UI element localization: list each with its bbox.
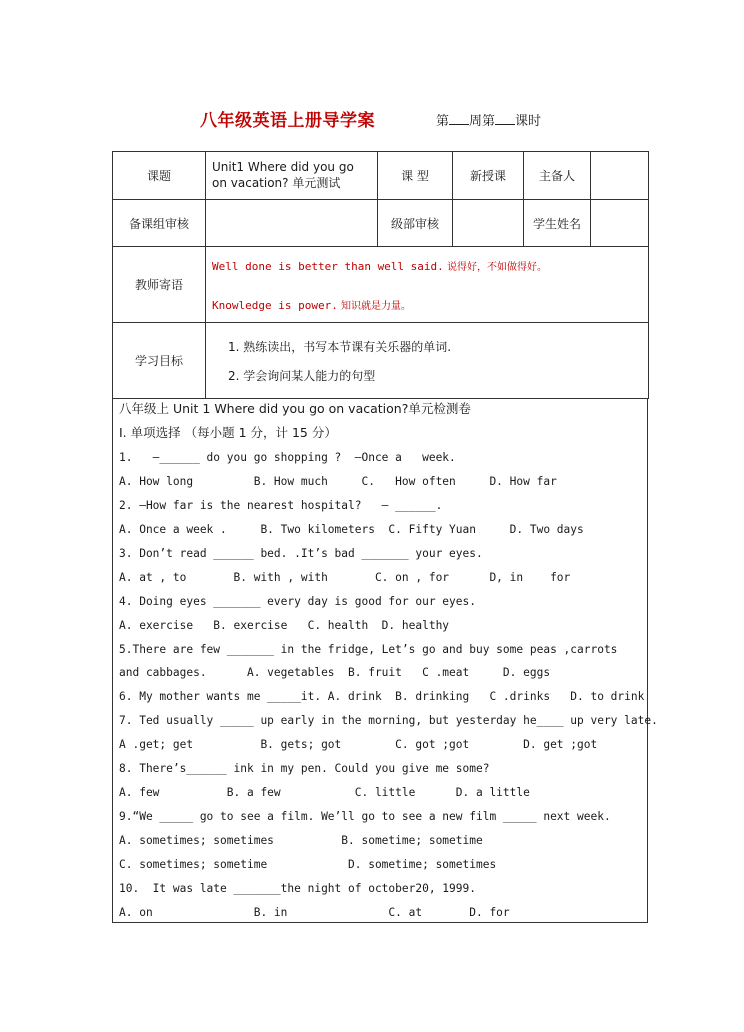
motto-1-en: Well done is better than well said.: [212, 259, 444, 273]
question-line: A .get; get B. gets; got C. got ;got D. get ;got: [119, 738, 598, 751]
preparer-label: 主备人: [524, 152, 591, 200]
question-line: 1. —______ do you go shopping ? —Once a week.: [119, 451, 456, 464]
question-line: A. at , to B. with , with C. on , for D, in for: [119, 571, 571, 584]
question-line: A. How long B. How much C. How often D. How far: [119, 475, 557, 488]
question-line: 10. It was late _______the night of october20, 1999.: [119, 882, 476, 895]
lesson-type-value: 新授课: [453, 152, 524, 200]
goal-1: 1. 熟练读出，书写本节课有关乐器的单词.: [228, 339, 452, 354]
motto-1-zh: 说得好，不如做得好。: [446, 261, 547, 273]
goals-content: [206, 323, 649, 399]
question-line: 6. My mother wants me _____it. A. drink B. drinking C .drinks D. to drink: [119, 690, 645, 703]
info-row-topic: [113, 152, 649, 200]
group-review-value[interactable]: [206, 200, 378, 247]
student-name-value[interactable]: [591, 200, 649, 247]
question-line: and cabbages. A. vegetables B. fruit C .meat D. eggs: [119, 666, 551, 679]
section-heading: Ⅰ. 单项选择 （每小题 1 分，计 15 分）: [119, 425, 337, 440]
topic-label: 课题: [113, 152, 206, 200]
document-title: 八年级英语上册导学案: [200, 111, 375, 131]
info-row-review: [113, 200, 649, 247]
question-line: A. few B. a few C. little D. a little: [119, 786, 530, 799]
question-line: 5.There are few _______ in the fridge, Let’s go and buy some peas ,carrots: [119, 643, 618, 656]
question-line: A. exercise B. exercise C. health D. healthy: [119, 619, 450, 632]
question-line: 3. Don’t read ______ bed. .It’s bad _______ your eyes.: [119, 547, 483, 560]
preparer-value[interactable]: [591, 152, 649, 200]
question-line: 4. Doing eyes _______ every day is good for our eyes.: [119, 595, 476, 608]
lesson-type-label: 课 型: [378, 152, 453, 200]
week-lesson-line: [436, 110, 541, 129]
week-prefix: 第: [436, 114, 450, 129]
question-line: 8. There’s______ ink in my pen. Could you give me some?: [119, 762, 490, 775]
question-line: 7. Ted usually _____ up early in the morning, but yesterday he____ up very late.: [119, 714, 658, 727]
topic-value: Unit1 Where did you go on vacation? 单元测试: [206, 152, 378, 200]
week-blank: [449, 112, 469, 125]
title-row: [0, 106, 744, 134]
motto-label: 教师寄语: [113, 247, 206, 323]
motto-2-zh: 知识就是力量。: [341, 300, 412, 312]
group-review-label: 备课组审核: [113, 200, 206, 247]
motto-2-en: Knowledge is power.: [212, 298, 338, 312]
week-mid: 周第: [469, 114, 496, 129]
grade-review-label: 级部审核: [378, 200, 453, 247]
goals-label: 学习目标: [113, 323, 206, 399]
week-suffix: 课时: [515, 114, 542, 129]
grade-review-value[interactable]: [453, 200, 524, 247]
question-line: 2. —How far is the nearest hospital? — ______.: [119, 499, 443, 512]
question-line: A. Once a week . B. Two kilometers C. Fifty Yuan D. Two days: [119, 523, 584, 536]
question-line: A. on B. in C. at D. for: [119, 906, 510, 919]
student-name-label: 学生姓名: [524, 200, 591, 247]
goal-2: 2. 学会询问某人能力的句型: [228, 368, 376, 383]
motto-content: [206, 247, 649, 323]
info-row-motto: [113, 247, 649, 323]
question-line: 9.“We _____ go to see a film. We’ll go to see a new film _____ next week.: [119, 810, 611, 823]
info-row-goals: [113, 323, 649, 399]
question-line: C. sometimes; sometime D. sometime; sometimes: [119, 858, 497, 871]
test-heading: 八年级上 Unit 1 Where did you go on vacation?单元检测卷: [119, 401, 471, 416]
info-table: [112, 151, 649, 399]
test-box: [112, 398, 658, 923]
question-line: A. sometimes; sometimes B. sometime; sometime: [119, 834, 483, 847]
lesson-blank: [495, 112, 515, 125]
